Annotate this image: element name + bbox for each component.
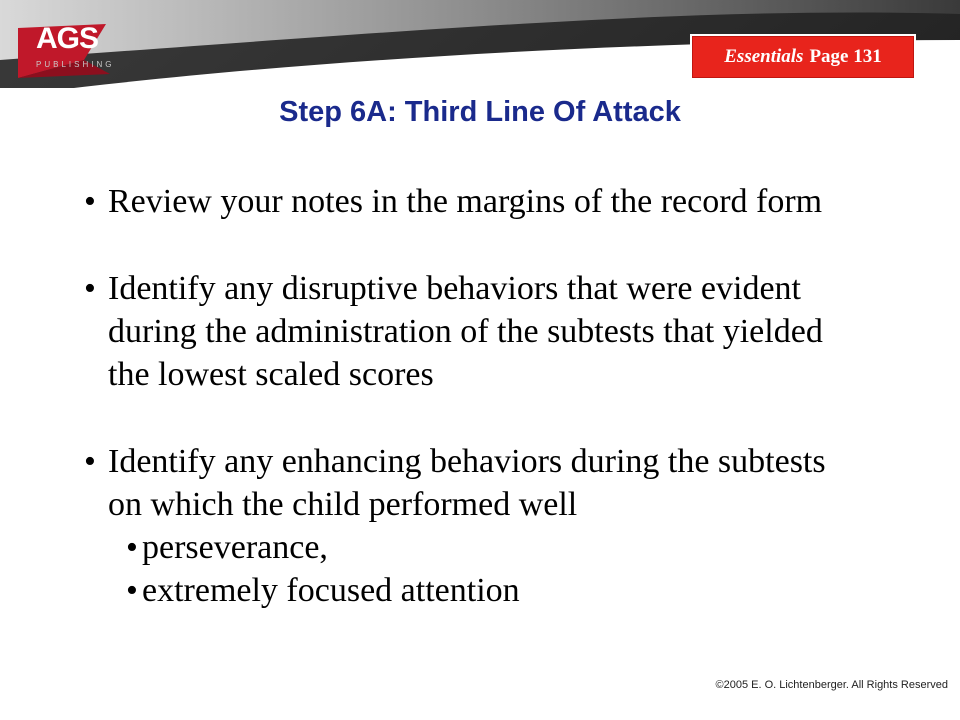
bullet-item: • Identify any disruptive behaviors that were evident during the administration of the subtests that yielded the lowest scaled scores — [80, 267, 840, 396]
logo-text: AGS — [36, 22, 99, 55]
badge-italic-text: Essentials — [724, 46, 804, 67]
badge-page-text: Page 131 — [809, 46, 882, 67]
page-reference-badge — [690, 34, 916, 80]
copyright-notice: ©2005 E. O. Lichtenberger. All Rights Reserved — [715, 679, 948, 691]
sub-bullet-text: perseverance, — [142, 529, 328, 566]
sub-bullet-text: extremely focused attention — [142, 572, 520, 609]
bullet-list — [80, 180, 840, 612]
sub-bullet-item — [80, 569, 840, 612]
sub-bullet-item — [80, 526, 840, 569]
slide-title: Step 6A: Third Line Of Attack — [279, 96, 681, 128]
ags-logo — [14, 20, 114, 84]
bullet-item: • Identify any enhancing behaviors during the subtests on which the child performed well — [80, 440, 840, 526]
logo-subtext: PUBLISHING — [36, 60, 115, 69]
bullet-item: • Review your notes in the margins of the record form — [80, 180, 840, 223]
